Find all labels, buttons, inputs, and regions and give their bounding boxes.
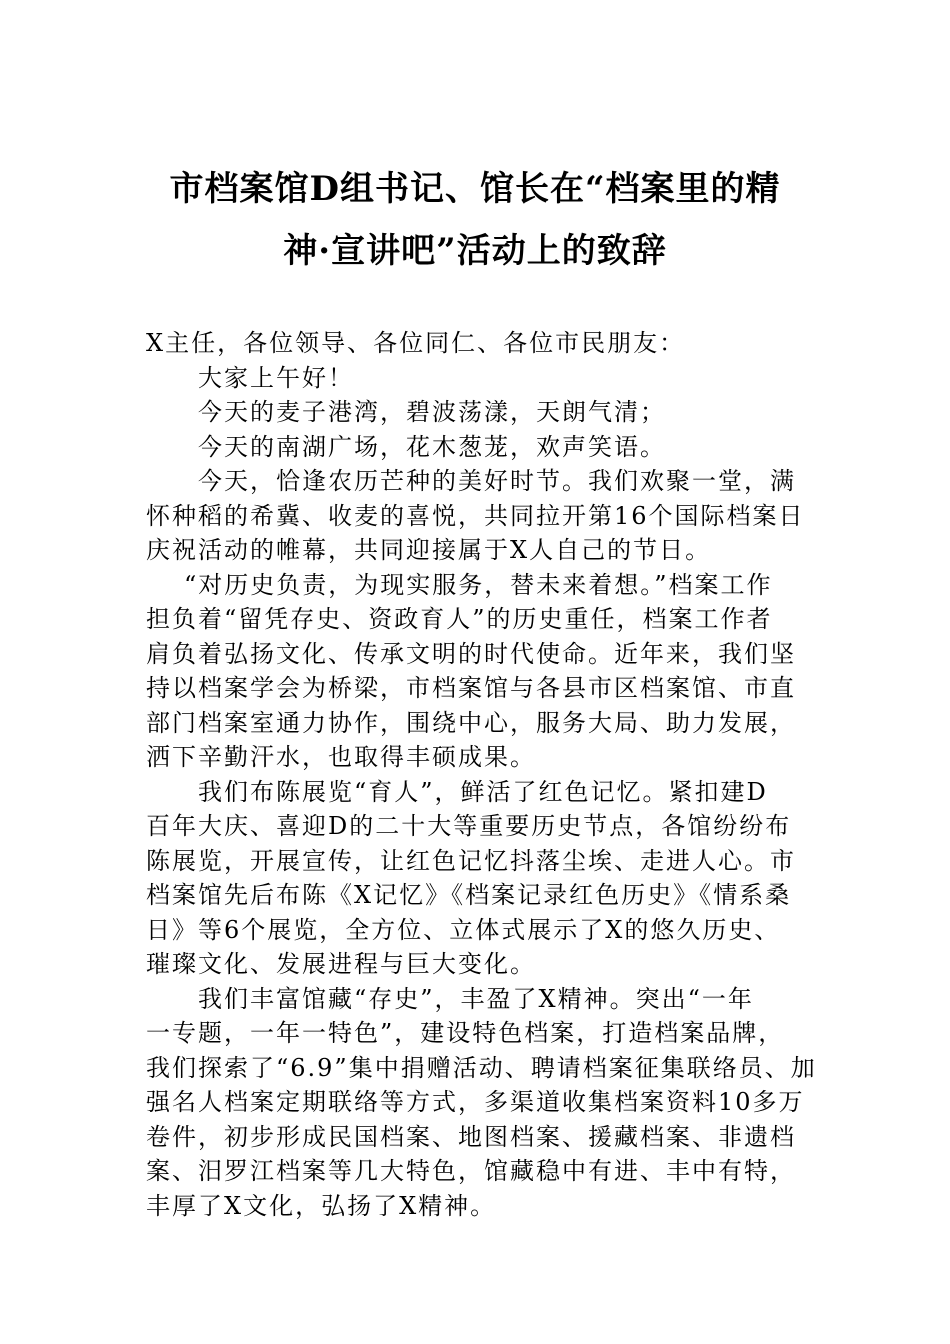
body-line: 担负着“留凭存史、资政育人”的历史重任，档案工作者 <box>146 605 773 633</box>
body-line: 档案馆先后布陈《X记忆》《档案记录红色历史》《情系桑 <box>146 881 792 909</box>
title-line-1: 市档案馆D组书记、馆长在“档案里的精 <box>169 169 781 209</box>
body-line: 怀种稻的希冀、收麦的喜悦，共同拉开第16个国际档案日 <box>146 501 805 530</box>
body-line: 肩负着弘扬文化、传承文明的时代使命。近年来，我们坚 <box>146 639 796 668</box>
body-line: 陈展览，开展宣传，让红色记忆抖落尘埃、走进人心。市 <box>146 846 796 875</box>
title-line-2: 神·宣讲吧”活动上的致辞 <box>283 231 667 271</box>
body-line: 今天的麦子港湾，碧波荡漾，天朗气清； <box>198 398 666 426</box>
body-line: 庆祝活动的帷幕，共同迎接属于X人自己的节日。 <box>146 536 712 564</box>
body-line: 我们探索了“6.9”集中捐赠活动、聘请档案征集联络员、加 <box>146 1053 817 1082</box>
document-body <box>146 326 817 1223</box>
document-title <box>120 158 830 282</box>
body-line: 持以档案学会为桥梁，市档案馆与各县市区档案馆、市直 <box>146 674 796 702</box>
paragraph-start: “对历史负责，为现实服务，替未来着想。”档案工作 <box>184 570 773 599</box>
body-line: 案、汨罗江档案等几大特色，馆藏稳中有进、丰中有特， <box>146 1157 796 1185</box>
body-line: 璀璨文化、发展进程与巨大变化。 <box>146 950 536 978</box>
paragraph-start: 今天，恰逢农历芒种的美好时节。我们欢聚一堂，满 <box>198 467 796 495</box>
greeting: 大家上午好！ <box>198 363 354 392</box>
salutation: X主任，各位领导、各位同仁、各位市民朋友： <box>146 329 686 357</box>
paragraph-start: 我们丰富馆藏“存史”，丰盈了X精神。突出“一年 <box>198 984 754 1013</box>
body-line: 洒下辛勤汗水，也取得丰硕成果。 <box>146 743 536 771</box>
body-line: 强名人档案定期联络等方式，多渠道收集档案资料10多万 <box>146 1088 805 1116</box>
body-line: 卷件，初步形成民国档案、地图档案、援藏档案、非遗档 <box>146 1122 796 1151</box>
body-line: 百年大庆、喜迎D的二十大等重要历史节点，各馆纷纷布 <box>146 812 792 840</box>
body-line: 日》等6个展览，全方位、立体式展示了X的悠久历史、 <box>146 915 781 944</box>
body-line: 今天的南湖广场，花木葱茏，欢声笑语。 <box>198 432 666 461</box>
body-line: 丰厚了X文化，弘扬了X精神。 <box>146 1191 497 1220</box>
paragraph-start: 我们布陈展览“育人”，鲜活了红色记忆。紧扣建D <box>198 777 768 806</box>
body-line: 部门档案室通力协作，围绕中心，服务大局、助力发展， <box>146 708 796 737</box>
body-line: 一专题，一年一特色”，建设特色档案，打造档案品牌， <box>146 1019 785 1047</box>
